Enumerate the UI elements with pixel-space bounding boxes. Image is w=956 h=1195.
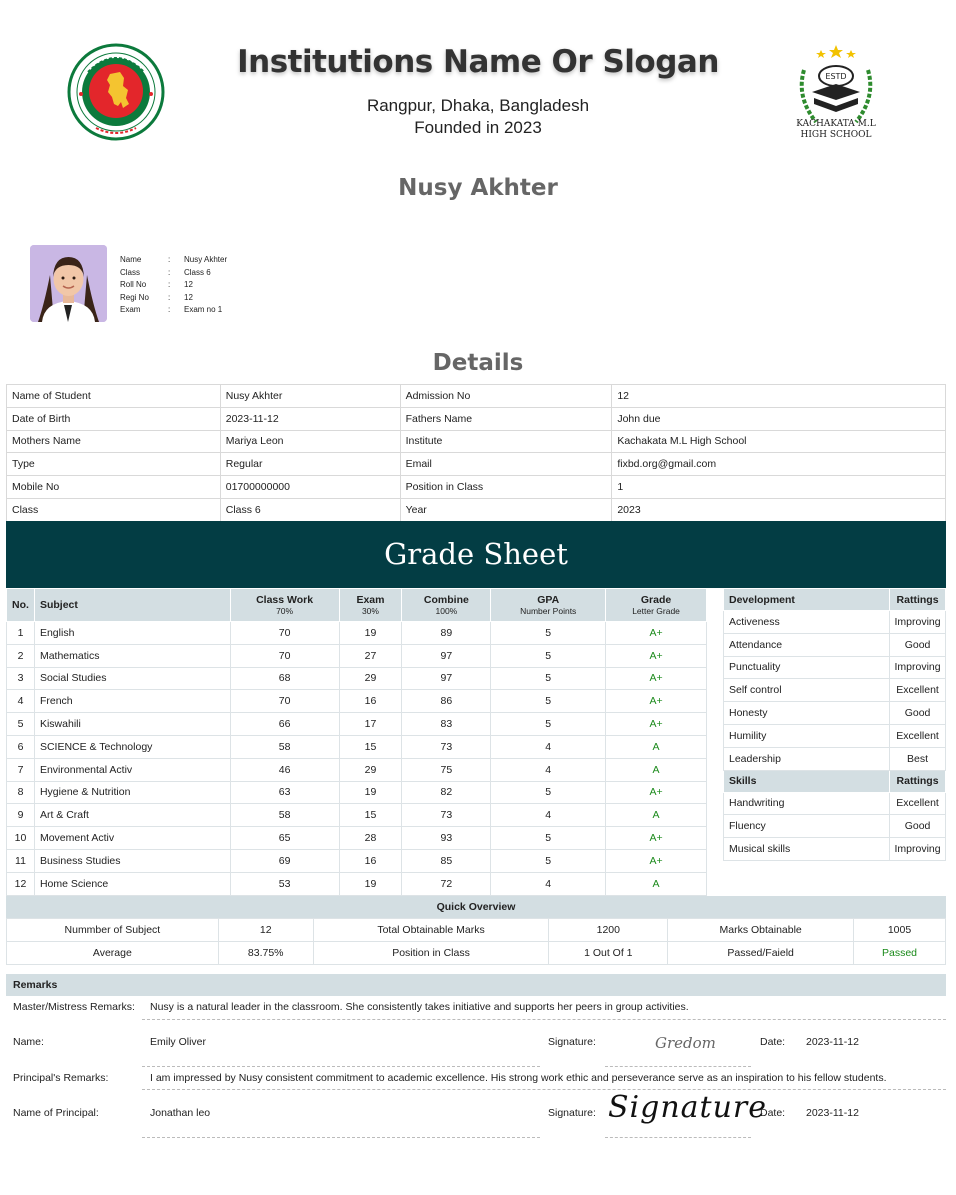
grade-subject: SCIENCE & Technology: [34, 735, 230, 758]
principal-remarks-text: I am impressed by Nusy consistent commitment to academic excellence. His strong work ethic and perseverance serve as an inspiration to his fellow students.: [150, 1072, 887, 1084]
principal-name-value: Jonathan leo: [150, 1107, 211, 1119]
principal-signature: Signature: [608, 1090, 768, 1125]
grade-classwork: 65: [230, 827, 339, 850]
details-row: [7, 476, 946, 499]
grade-gpa: 4: [491, 804, 606, 827]
summary-label: Name: [120, 255, 142, 264]
grade-exam: 15: [339, 735, 402, 758]
details-row: [7, 385, 946, 408]
quick-overview-title: Quick Overview: [6, 896, 946, 918]
details-row: [7, 430, 946, 453]
development-trait: Humility: [724, 724, 890, 747]
grade-exam: 28: [339, 827, 402, 850]
grade-no: 2: [7, 644, 35, 667]
master-remarks-line: [142, 1019, 946, 1020]
grades-table: [6, 588, 707, 896]
grade-row: [7, 690, 707, 713]
principal-remarks-label: Principal's Remarks:: [13, 1072, 109, 1084]
details-label: Admission No: [400, 385, 612, 408]
grade-gpa: 5: [491, 849, 606, 872]
grade-classwork: 70: [230, 690, 339, 713]
details-label: Name of Student: [7, 385, 221, 408]
teacher-signature-line: [605, 1066, 751, 1067]
development-row: [724, 679, 946, 702]
grade-combine: 85: [402, 849, 491, 872]
ratings-header: Rattings: [890, 589, 946, 611]
grade-gpa: 5: [491, 827, 606, 850]
grade-exam: 17: [339, 713, 402, 736]
grade-letter: A+: [606, 827, 707, 850]
grade-row: [7, 713, 707, 736]
grade-classwork: 58: [230, 735, 339, 758]
teacher-name-line: [142, 1066, 540, 1067]
grade-no: 10: [7, 827, 35, 850]
overview-label: Marks Obtainable: [668, 919, 854, 942]
details-label: Institute: [400, 430, 612, 453]
overview-label: Nummber of Subject: [7, 919, 219, 942]
grade-letter: A+: [606, 781, 707, 804]
grade-combine: 73: [402, 735, 491, 758]
grade-classwork: 66: [230, 713, 339, 736]
grade-gpa: 5: [491, 713, 606, 736]
grade-classwork: 46: [230, 758, 339, 781]
development-rating: Excellent: [890, 724, 946, 747]
grade-no: 8: [7, 781, 35, 804]
summary-label: Exam: [120, 305, 141, 314]
development-trait: Honesty: [724, 702, 890, 725]
master-remarks-text: Nusy is a natural leader in the classroom. She consistently takes initiative and supports her peers in group activities.: [150, 1001, 689, 1013]
summary-value: 12: [184, 292, 193, 302]
overview-value: 1005: [854, 919, 946, 942]
skills-row: [724, 838, 946, 861]
grade-row: [7, 872, 707, 895]
grade-no: 4: [7, 690, 35, 713]
institution-name: Institutions Name Or Slogan: [237, 44, 719, 80]
summary-value: Exam no 1: [184, 305, 223, 314]
grade-gpa: 5: [491, 781, 606, 804]
summary-value: Nusy Akhter: [184, 255, 228, 264]
development-rating: Excellent: [890, 679, 946, 702]
grade-letter: A+: [606, 713, 707, 736]
grade-subject: Environmental Activ: [34, 758, 230, 781]
grade-no: 1: [7, 622, 35, 645]
grade-gpa: 5: [491, 667, 606, 690]
teacher-name-label: Name:: [13, 1036, 44, 1048]
details-table: [6, 384, 946, 522]
details-value: 12: [612, 385, 946, 408]
development-trait: Punctuality: [724, 656, 890, 679]
summary-label: Roll No: [120, 280, 147, 289]
grade-exam: 15: [339, 804, 402, 827]
grade-classwork: 53: [230, 872, 339, 895]
skills-header-row: [724, 770, 946, 792]
institution-location: Rangpur, Dhaka, Bangladesh: [366, 96, 590, 115]
principal-name-label: Name of Principal:: [13, 1107, 99, 1119]
grade-no: 3: [7, 667, 35, 690]
principal-signature-label: Signature:: [548, 1107, 596, 1119]
grade-classwork: 69: [230, 849, 339, 872]
summary-row-roll: [120, 279, 227, 292]
details-value: John due: [612, 407, 946, 430]
development-trait: Self control: [724, 679, 890, 702]
student-photo: [30, 245, 107, 322]
grade-row: [7, 781, 707, 804]
details-value: Class 6: [220, 498, 400, 521]
grade-exam: 19: [339, 622, 402, 645]
grade-no: 9: [7, 804, 35, 827]
details-value: 2023: [612, 498, 946, 521]
grade-classwork: 70: [230, 644, 339, 667]
development-rating: Good: [890, 633, 946, 656]
grade-exam: 16: [339, 849, 402, 872]
grade-classwork: 70: [230, 622, 339, 645]
details-label: Position in Class: [400, 476, 612, 499]
details-label: Mobile No: [7, 476, 221, 499]
skill-name: Fluency: [724, 815, 890, 838]
details-label: Class: [7, 498, 221, 521]
development-rating: Improving: [890, 611, 946, 634]
grade-gpa: 4: [491, 758, 606, 781]
grade-combine: 75: [402, 758, 491, 781]
col-header-exam: Exam 30%: [339, 589, 402, 622]
skill-rating: Excellent: [890, 792, 946, 815]
overview-label: Total Obtainable Marks: [313, 919, 549, 942]
details-value: 01700000000: [220, 476, 400, 499]
details-label: Mothers Name: [7, 430, 221, 453]
grade-gpa: 4: [491, 872, 606, 895]
grade-subject: Business Studies: [34, 849, 230, 872]
grade-combine: 97: [402, 644, 491, 667]
grade-letter: A: [606, 872, 707, 895]
grade-combine: 83: [402, 713, 491, 736]
principal-name-line: [142, 1137, 540, 1138]
details-label: Email: [400, 453, 612, 476]
skill-rating: Good: [890, 815, 946, 838]
details-value: fixbd.org@gmail.com: [612, 453, 946, 476]
school-logo-icon: [790, 42, 882, 140]
grade-row: [7, 849, 707, 872]
development-header-row: [724, 589, 946, 611]
col-header-no: No.: [7, 589, 35, 622]
grade-exam: 19: [339, 781, 402, 804]
development-row: [724, 633, 946, 656]
grade-gpa: 5: [491, 690, 606, 713]
summary-label: Class: [120, 267, 141, 277]
development-header: Development: [724, 589, 890, 611]
details-value: Mariya Leon: [220, 430, 400, 453]
details-label: Year: [400, 498, 612, 521]
details-label: Date of Birth: [7, 407, 221, 430]
grade-combine: 97: [402, 667, 491, 690]
grade-letter: A+: [606, 622, 707, 645]
school-logo-name-line-1: KACHAKATA M.L: [796, 119, 876, 129]
grade-combine: 89: [402, 622, 491, 645]
grade-subject: Hygiene & Nutrition: [34, 781, 230, 804]
teacher-name-value: Emily Oliver: [150, 1036, 207, 1048]
student-summary: [120, 254, 227, 317]
overview-label: Position in Class: [313, 941, 549, 964]
grade-combine: 93: [402, 827, 491, 850]
details-value: Regular: [220, 453, 400, 476]
teacher-signature: Gredom: [655, 1034, 716, 1052]
details-value: Nusy Akhter: [220, 385, 400, 408]
grade-subject: English: [34, 622, 230, 645]
overview-value: 12: [218, 919, 313, 942]
grade-letter: A+: [606, 849, 707, 872]
summary-separator: :: [168, 305, 171, 314]
summary-row-class: [120, 267, 227, 280]
overview-value: 1 Out Of 1: [549, 941, 668, 964]
grade-gpa: 5: [491, 644, 606, 667]
grade-subject: Art & Craft: [34, 804, 230, 827]
grade-letter: A+: [606, 644, 707, 667]
summary-separator: :: [168, 280, 171, 289]
summary-separator: :: [168, 267, 171, 277]
institution-founded: Founded in 2023: [414, 118, 542, 137]
report-header: [0, 0, 956, 150]
overview-label: Passed/Faield: [668, 941, 854, 964]
grade-no: 6: [7, 735, 35, 758]
teacher-signature-label: Signature:: [548, 1036, 596, 1048]
overview-value: 1200: [549, 919, 668, 942]
overview-row: [7, 919, 946, 942]
development-row: [724, 724, 946, 747]
grade-exam: 16: [339, 690, 402, 713]
grade-gpa: 5: [491, 622, 606, 645]
skill-name: Handwriting: [724, 792, 890, 815]
grade-sheet-title: Grade Sheet: [6, 521, 946, 588]
summary-label: Regi No: [120, 292, 149, 302]
development-table: [723, 588, 946, 861]
remarks-title: Remarks: [6, 974, 946, 996]
grade-subject: French: [34, 690, 230, 713]
grades-header-row: [7, 589, 707, 622]
grade-no: 11: [7, 849, 35, 872]
details-heading: Details: [432, 350, 524, 376]
summary-value: 12: [184, 280, 193, 289]
skills-header: Skills: [724, 770, 890, 792]
development-row: [724, 611, 946, 634]
col-header-classwork: Class Work 70%: [230, 589, 339, 622]
grade-row: [7, 827, 707, 850]
grade-exam: 29: [339, 667, 402, 690]
pass-status: Passed: [854, 941, 946, 964]
quick-overview-table: [6, 918, 946, 965]
grade-classwork: 58: [230, 804, 339, 827]
principal-remarks-line: [142, 1089, 946, 1090]
col-header-combine: Combine 100%: [402, 589, 491, 622]
skills-row: [724, 815, 946, 838]
grade-subject: Home Science: [34, 872, 230, 895]
grade-combine: 86: [402, 690, 491, 713]
development-row: [724, 656, 946, 679]
grade-subject: Social Studies: [34, 667, 230, 690]
grade-letter: A: [606, 758, 707, 781]
overview-value: 83.75%: [218, 941, 313, 964]
details-label: Fathers Name: [400, 407, 612, 430]
development-trait: Attendance: [724, 633, 890, 656]
teacher-date-label: Date:: [760, 1036, 786, 1048]
development-rating: Improving: [890, 656, 946, 679]
grade-no: 7: [7, 758, 35, 781]
grade-no: 12: [7, 872, 35, 895]
development-trait: Activeness: [724, 611, 890, 634]
details-value: 1: [612, 476, 946, 499]
skills-row: [724, 792, 946, 815]
master-remarks-label: Master/Mistress Remarks:: [13, 1001, 135, 1013]
grade-row: [7, 644, 707, 667]
summary-separator: :: [168, 255, 171, 264]
grade-combine: 82: [402, 781, 491, 804]
details-label: Type: [7, 453, 221, 476]
development-trait: Leadership: [724, 747, 890, 770]
grade-exam: 29: [339, 758, 402, 781]
skill-rating: Improving: [890, 838, 946, 861]
details-value: 2023-11-12: [220, 407, 400, 430]
principal-signature-line: [605, 1137, 751, 1138]
development-row: [724, 747, 946, 770]
grade-classwork: 68: [230, 667, 339, 690]
details-row: [7, 407, 946, 430]
development-rating: Best: [890, 747, 946, 770]
col-header-gpa: GPA Number Points: [491, 589, 606, 622]
grade-row: [7, 667, 707, 690]
skill-name: Musical skills: [724, 838, 890, 861]
grade-exam: 27: [339, 644, 402, 667]
overview-row: [7, 941, 946, 964]
details-row: [7, 453, 946, 476]
principal-date-label: Date:: [760, 1107, 786, 1119]
summary-value: Class 6: [184, 267, 211, 277]
grade-letter: A+: [606, 667, 707, 690]
grade-row: [7, 622, 707, 645]
grade-subject: Kiswahili: [34, 713, 230, 736]
school-logo-name-line-2: HIGH SCHOOL: [800, 130, 872, 140]
development-row: [724, 702, 946, 725]
grade-combine: 73: [402, 804, 491, 827]
summary-separator: :: [168, 292, 171, 302]
summary-row-exam: [120, 304, 227, 317]
teacher-date-value: 2023-11-12: [806, 1036, 859, 1048]
col-header-subject: Subject: [34, 589, 230, 622]
grade-subject: Mathematics: [34, 644, 230, 667]
grade-exam: 19: [339, 872, 402, 895]
grade-combine: 72: [402, 872, 491, 895]
overview-label: Average: [7, 941, 219, 964]
grade-letter: A: [606, 735, 707, 758]
student-name-heading: Nusy Akhter: [398, 175, 558, 201]
grade-row: [7, 804, 707, 827]
details-row: [7, 498, 946, 521]
grade-gpa: 4: [491, 735, 606, 758]
summary-row-regi: [120, 292, 227, 305]
summary-row-name: [120, 254, 227, 267]
grade-classwork: 63: [230, 781, 339, 804]
principal-date-value: 2023-11-12: [806, 1107, 859, 1119]
grade-row: [7, 735, 707, 758]
grade-letter: A: [606, 804, 707, 827]
grade-letter: A+: [606, 690, 707, 713]
details-value: Kachakata M.L High School: [612, 430, 946, 453]
ratings-header: Rattings: [890, 770, 946, 792]
grade-row: [7, 758, 707, 781]
grade-no: 5: [7, 713, 35, 736]
col-header-grade: Grade Letter Grade: [606, 589, 707, 622]
school-logo-estd: ESTD: [825, 72, 847, 81]
grade-subject: Movement Activ: [34, 827, 230, 850]
development-rating: Good: [890, 702, 946, 725]
